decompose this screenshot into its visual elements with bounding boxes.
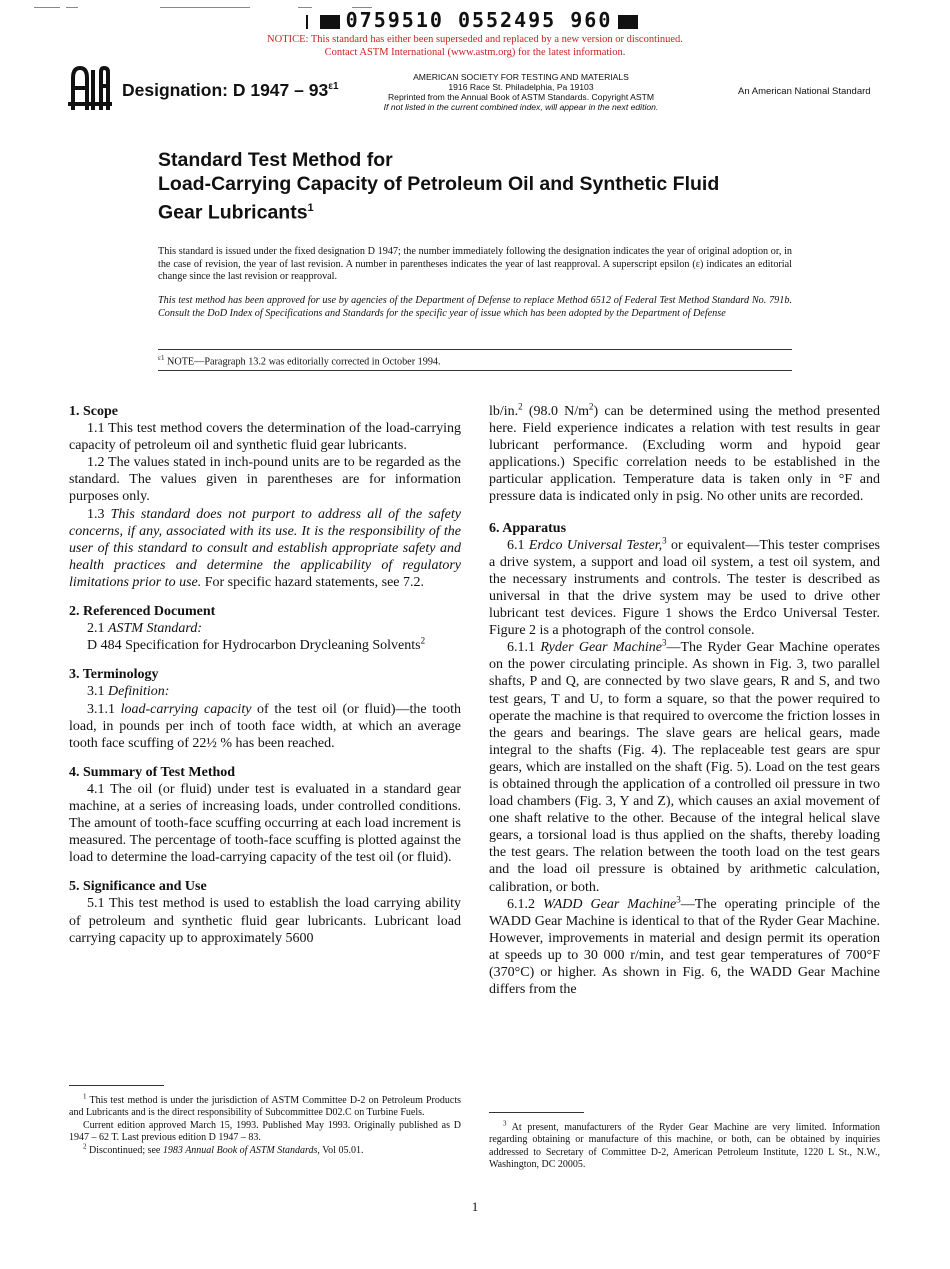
section-heading: 3. Terminology (69, 667, 159, 683)
right-column (489, 403, 880, 998)
para-text: —The Ryder Gear Machine operates on the power circulating principle. As shown in Fig. 3, two parallel shafts, P and Q, are connected by two slave gears, R and S, and two test gears, T and U, to form a square, so that the power required to operate the machine is that required to overcome the friction losses in the gears and bearings. The slave gears are helical gears, made integral to the shafts (Fig. 4). The replaceable test gears are spur gears, which are installed on the shaft (Fig. 5). Load on the test gears is obtained through the application of a controlled oil pressure in two load chambers (Fig. 3, Y and Z), which causes an axial movement of one shaft relative to the other. Because of the integral helical slave gears, a torsional load is thus applied on the shafts, thereby loading the test gears. The relation between the tooth load on the test gears and the load oil pressure is obtained by arithmetic calculation, calibration, or both. (489, 640, 880, 895)
society-line: Reprinted from the Annual Book of ASTM Standards. Copyright ASTM (387, 92, 655, 102)
reference-sup: 2 (420, 635, 426, 646)
footnote-text: This test method is under the jurisdiction of ASTM Committee D-2 on Petroleum Products and Lubricants and is the direct responsibility of Subcommittee D02.C on Turbine Fuels. (69, 1095, 461, 1119)
footnote-italic: 1983 Annual Book of ASTM Standards, (162, 1144, 320, 1156)
footnote-sup: 3 (503, 1119, 507, 1128)
para-num: 6.1.1 (507, 640, 541, 656)
para-num: 1.3 (87, 506, 111, 522)
footnote-2 (69, 1142, 461, 1157)
para-num: 3.1.1 (87, 701, 121, 717)
paragraph-4-1: 4.1 The oil (or fluid) under test is evaluated in a standard gear machine, at a series of increasing loads, under controlled conditions. The amount of tooth-face scuffing occurring at each load increment is measured. The percentage of tooth-face scuffing is plotted against the load to determine the load-carrying capacity of the test oil (or fluid). (69, 781, 461, 866)
section-heading: 4. Summary of Test Method (69, 764, 236, 780)
barcode-line (0, 8, 950, 32)
dod-paragraph: This test method has been approved for use by agencies of the Department of Defense to replace Method 6512 of Federal Test Method Standard No. 791b. Consult the DoD Index of Specifications and Standards for the specific year of issue which has been adopted by the Department of Defense (158, 295, 792, 319)
para-italic: ASTM Standard: (108, 621, 202, 637)
footnotes-left (69, 1092, 461, 1157)
para-italic: load-carrying capacity (120, 701, 252, 717)
title-footnote-sup: 1 (307, 202, 314, 214)
para-num: 6.1 (507, 537, 529, 553)
para-text: (98.0 N/m (522, 404, 590, 419)
para-italic: Ryder Gear Machine (540, 640, 662, 656)
para-sup: 3 (676, 893, 681, 904)
paragraph-2-1 (69, 620, 461, 637)
document-title (158, 148, 858, 225)
society-line: If not listed in the current combined index, will appear in the next edition. (383, 102, 659, 112)
society-block (356, 72, 686, 112)
footnote-1 (69, 1092, 461, 1120)
footnote-text: Vol 05.01. (319, 1144, 364, 1156)
barcode-bar (306, 15, 308, 29)
para-num: 3.1 (87, 684, 108, 700)
paragraph-3-1 (69, 683, 461, 700)
notice-line-1: NOTICE: This standard has either been superseded and replaced by a new version or discontinued. (267, 34, 683, 45)
notice-line-2: Contact ASTM International (www.astm.org) for the latest information. (324, 47, 626, 58)
left-column (69, 403, 461, 947)
reference-d484 (69, 637, 461, 654)
para-italic: WADD Gear Machine (543, 896, 677, 912)
paragraph-5-1: 5.1 This test method is used to establish the load carrying ability of petroleum and synthetic fluid gear lubricants. Lubricant load carrying capacity up to approximately 5600 (69, 896, 461, 946)
footnote-rule (69, 1085, 164, 1086)
title-line: Standard Test Method for (158, 149, 393, 171)
paragraph-3-1-1 (69, 701, 461, 752)
footnote-3 (489, 1119, 880, 1172)
section-heading: 6. Apparatus (489, 520, 567, 536)
american-national-standard: An American National Standard (738, 86, 871, 97)
para-text: —The operating principle of the WADD Gear Machine is identical to that of the Ryder Gear Machine. However, improvements in material and design permit its operation at speeds up to 30 000 r/min, and test gear temperatures of 700°F (370°C) or higher. As shown in Fig. 6, the WADD Gear Machine differs from the (489, 896, 880, 998)
section-heading: 1. Scope (69, 404, 118, 419)
para-num: 2.1 (87, 621, 108, 637)
barcode-block (320, 15, 340, 29)
paragraph-6-1-2 (489, 893, 880, 999)
society-line: AMERICAN SOCIETY FOR TESTING AND MATERIALS (413, 72, 629, 82)
para-sup: 2 (518, 401, 523, 412)
divider (158, 370, 792, 371)
para-text: of the test oil (or fluid)—the tooth load, in pounds per inch of tooth face width, at which an average tooth face scuffing of 22½ % has been reached. (69, 701, 462, 751)
barcode-block (618, 15, 638, 29)
para-sup: 2 (589, 401, 594, 412)
editorial-note (158, 354, 441, 367)
paragraph-1-3 (69, 506, 461, 591)
designation (122, 80, 339, 101)
para-sup: 3 (661, 637, 667, 648)
title-line-3: Gear Lubricants (158, 201, 308, 224)
paragraph-1-2: 1.2 The values stated in inch-pound units are to be regarded as the standard. The values given in parentheses are for information purposes only. (69, 455, 461, 505)
title-line (158, 196, 858, 225)
issuance-paragraph: This standard is issued under the fixed designation D 1947; the number immediately following the designation indicates the year of original adoption or, in the case of revision, the year of last revision. A number in parentheses indicates the year of last reapproval. A superscript epsilon (ε) indicates an editorial change since the last revision or reapproval. (158, 246, 792, 283)
section-heading: 5. Significance and Use (69, 879, 207, 895)
section-heading: 2. Referenced Document (69, 604, 216, 620)
note-sup: ε1 (158, 354, 165, 362)
title-line: Load-Carrying Capacity of Petroleum Oil and Synthetic Fluid (158, 173, 720, 195)
astm-logo-icon (68, 64, 112, 114)
page-number: 1 (471, 1199, 479, 1214)
divider (158, 349, 792, 350)
paragraph-1-1: 1.1 This test method covers the determination of the load-carrying capacity of petroleum oil and synthetic fluid gear lubricants. (69, 421, 461, 454)
paragraph-6-1 (489, 537, 880, 640)
footnote-rule (489, 1112, 584, 1113)
para-italic: Erdco Universal Tester, (528, 537, 663, 553)
para-num: 6.1.2 (507, 896, 544, 912)
para-sup: 3 (662, 535, 667, 545)
para-text: ) can be determined using the method presented here. Field experience indicates a relation with test results in gear lubricant performance. (Excluding worm and hypoid gear applications.) Specific correlation needs to be established in the particular application. Temperature data is taken only in °F and pressure data is indicated only in psig. No other units are recorded. (489, 404, 880, 505)
paragraph-5-1-cont (489, 403, 880, 506)
footnotes-right (489, 1119, 880, 1172)
reference-text: D 484 Specification for Hydrocarbon Drycleaning Solvents (87, 638, 421, 654)
designation-sup: ε1 (328, 81, 339, 93)
para-italic: Definition: (108, 684, 170, 700)
footnote-1b: Current edition approved March 15, 1993. Published May 1993. Originally published as D 1947 – 62 T. Last previous edition D 1947 – 83. (69, 1119, 461, 1144)
society-line: 1916 Race St. Philadelphia, Pa 19103 (448, 82, 594, 92)
barcode-text: 0759510 0552495 960 (345, 8, 613, 32)
para-text: or equivalent—This tester comprises a drive system, a support and load oil system, a test oil system, and the necessary instruments and controls. The tester is described as universal in that the drive system may be used to drive other lubricant test devices. Figure 1 shows the Erdco Universal Tester. Figure 2 is a photograph of the control console. (489, 537, 880, 639)
footnote-sup: 1 (83, 1092, 87, 1101)
para-italic: This standard does not purport to address all of the safety concerns, if any, associated with its use. It is the responsibility of the user of this standard to consult and establish appropriate safety and health practices and determine the applicability of regulatory limitations prior to use. (69, 506, 462, 590)
footnote-text: Discontinued; see (86, 1144, 163, 1156)
footnote-text: At present, manufacturers of the Ryder Gear Machine are very limited. Information regarding obtaining or manufacture of this machine, or both, can be obtained by inquiries addressed to Secretary of Committee D-2, American Petroleum Institute, 1220 L St., N.W., Washington, DC 20005. (489, 1122, 880, 1171)
paragraph-6-1-1 (489, 639, 880, 895)
para-text: lb/in. (489, 404, 519, 419)
footnote-sup: 2 (83, 1142, 87, 1151)
note-text: NOTE—Paragraph 13.2 was editorially corrected in October 1994. (167, 356, 441, 368)
designation-label: Designation: D 1947 – 93 (122, 80, 329, 100)
para-tail: For specific hazard statements, see 7.2. (201, 574, 424, 590)
